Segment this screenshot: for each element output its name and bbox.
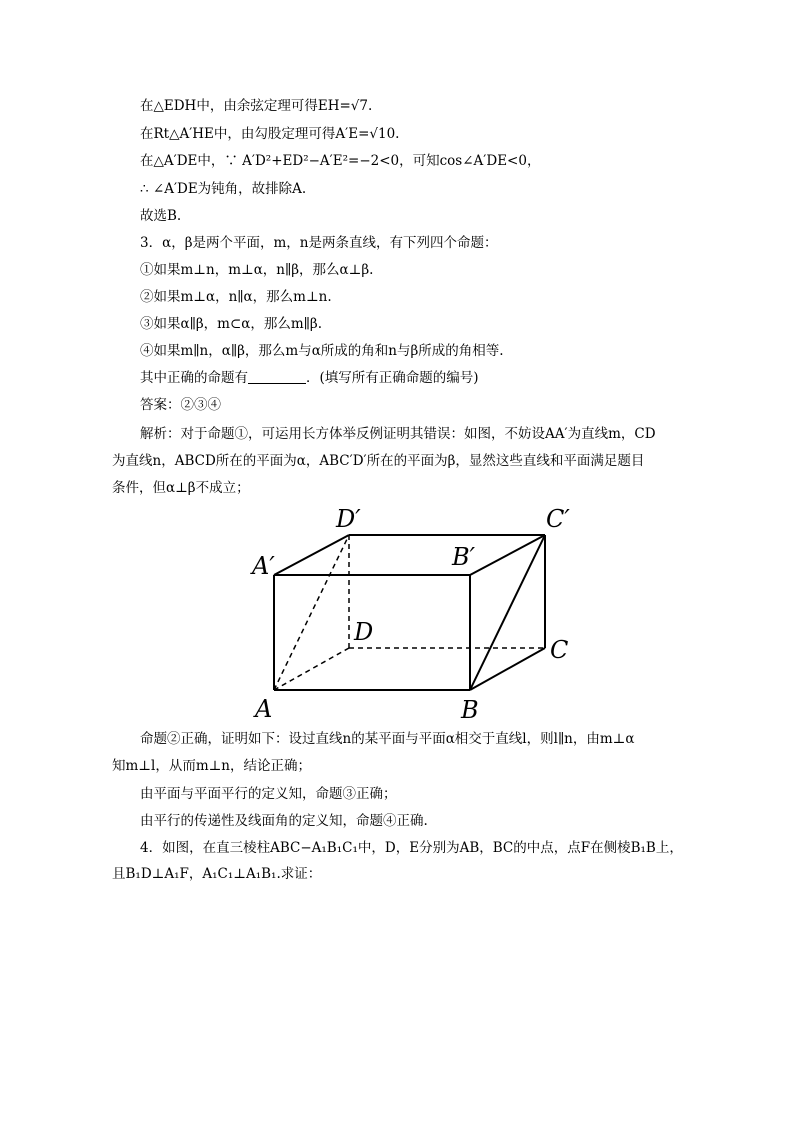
fill-in-note: ．(填写所有正确命题的编号) bbox=[306, 370, 479, 386]
fill-in-prompt bbox=[140, 368, 479, 388]
text-line: 在△A′DE中，∵ A′D²+ED²−A′E²=−2<0，可知cos∠A′DE<0， bbox=[140, 153, 541, 169]
analysis-line: 由平行的传递性及线面角的定义知，命题④正确. bbox=[140, 813, 428, 829]
analysis-line: 为直线n，ABCD所在的平面为α，ABC′D′所在的平面为β，显然这些直线和平面满足题目 bbox=[112, 453, 645, 469]
proposition-1: ①如果m⊥n，m⊥α，n∥β，那么α⊥β. bbox=[140, 262, 374, 278]
label-D1: D′ bbox=[336, 505, 361, 533]
fill-in-text: 其中正确的命题有 bbox=[140, 370, 248, 386]
edge-B1C1 bbox=[470, 535, 545, 575]
analysis-line: 知m⊥l，从而m⊥n，结论正确； bbox=[112, 758, 312, 774]
hidden-diagonal-AD1 bbox=[274, 535, 349, 690]
label-A: A bbox=[255, 695, 273, 723]
text-line: 故选B. bbox=[140, 208, 182, 224]
diagonal-BC1 bbox=[470, 535, 545, 690]
question-4-stem: 4．如图，在直三棱柱ABC−A₁B₁C₁中，D，E分别为AB，BC的中点，点F在侧棱B₁B上， bbox=[140, 840, 683, 856]
cuboid-figure bbox=[250, 500, 580, 725]
text-line: 在△EDH中，由余弦定理可得EH=√7. bbox=[140, 98, 373, 114]
question-4-stem: 且B₁D⊥A₁F，A₁C₁⊥A₁B₁.求证： bbox=[112, 866, 322, 882]
question-3-stem: 3．α，β是两个平面，m，n是两条直线，有下列四个命题： bbox=[140, 235, 498, 251]
label-B: B bbox=[461, 696, 479, 724]
label-B1: B′ bbox=[452, 543, 476, 571]
proposition-4: ④如果m∥n，α∥β，那么m与α所成的角和n与β所成的角相等. bbox=[140, 343, 504, 359]
analysis-line: 条件，但α⊥β不成立； bbox=[112, 480, 250, 496]
analysis-line: 命题②正确，证明如下：设过直线n的某平面与平面α相交于直线l，则l∥n，由m⊥α bbox=[140, 731, 635, 747]
label-C: C bbox=[550, 636, 569, 664]
proposition-3: ③如果α∥β，m⊂α，那么m∥β. bbox=[140, 316, 323, 332]
text-line: 在Rt△A′HE中，由勾股定理可得A′E=√10. bbox=[140, 126, 400, 142]
label-A1: A′ bbox=[252, 552, 275, 580]
hidden-edge-AD bbox=[274, 648, 349, 690]
answer-blank bbox=[248, 369, 306, 384]
label-D: D bbox=[354, 618, 374, 646]
label-C1: C′ bbox=[546, 505, 570, 533]
analysis-line: 由平面与平面平行的定义知，命题③正确； bbox=[140, 786, 397, 802]
proposition-2: ②如果m⊥α，n∥α，那么m⊥n. bbox=[140, 289, 332, 305]
analysis-line: 解析：对于命题①，可运用长方体举反例证明其错误：如图，不妨设AA′为直线m，CD bbox=[140, 426, 656, 442]
answer-line: 答案：②③④ bbox=[140, 397, 221, 413]
edge-A1D1 bbox=[274, 535, 349, 575]
text-line: ∴ ∠A′DE为钝角，故排除A. bbox=[140, 181, 307, 197]
